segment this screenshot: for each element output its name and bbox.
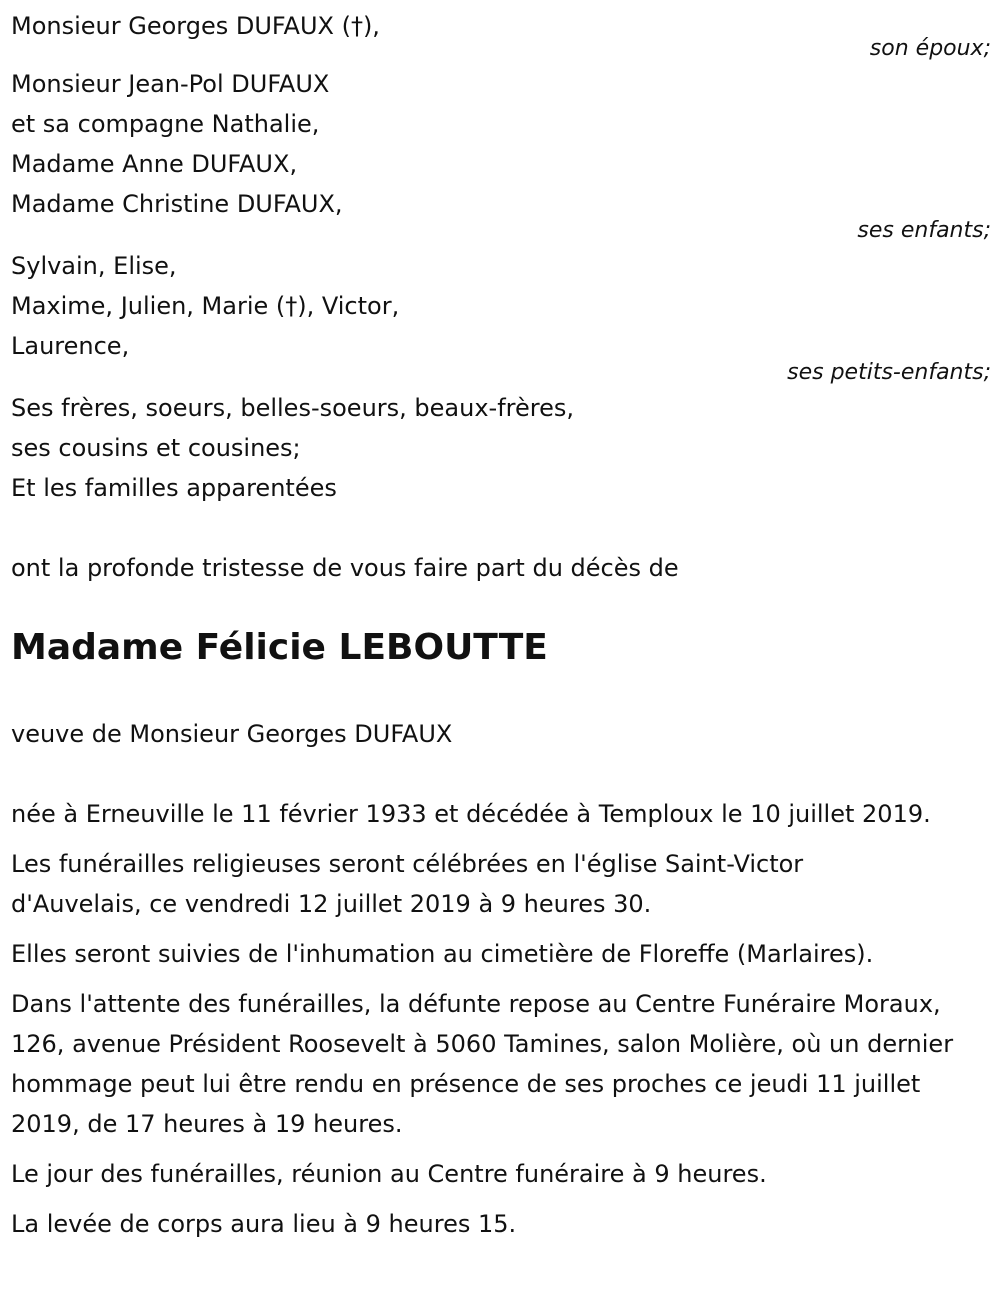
- grandchild-line: Laurence,: [11, 332, 130, 360]
- relatives-line: Ses frères, soeurs, belles-soeurs, beaux-frères,: [11, 394, 574, 422]
- departure-paragraph: La levée de corps aura lieu à 9 heures 15.: [11, 1210, 517, 1238]
- obituary-notice: [11, 0, 991, 1244]
- grandchildren-block: [11, 246, 991, 388]
- birth-death-paragraph: née à Erneuville le 11 février 1933 et décédée à Temploux le 10 juillet 2019.: [11, 800, 931, 828]
- spouse-role: son époux;: [869, 36, 991, 61]
- grandchild-line: Maxime, Julien, Marie (†), Victor,: [11, 292, 400, 320]
- burial-paragraph: Elles seront suivies de l'inhumation au cimetière de Floreffe (Marlaires).: [11, 940, 874, 968]
- child-line: Monsieur Jean-Pol DUFAUX: [11, 70, 330, 98]
- children-role: ses enfants;: [857, 218, 991, 243]
- grandchild-line: Sylvain, Elise,: [11, 252, 177, 280]
- relatives-block: [11, 388, 991, 508]
- relatives-line: Et les familles apparentées: [11, 474, 337, 502]
- viewing-paragraph: Dans l'attente des funérailles, la défunte repose au Centre Funéraire Moraux, 126, avenue Président Roosevelt à 5060 Tamines, salon Molière, où un dernier hommage peut lui être rendu en présence de ses proches ce jeudi 11 juillet 2019, de 17 heures à 19 heures.: [11, 990, 954, 1138]
- children-block: [11, 64, 991, 246]
- child-line: Madame Anne DUFAUX,: [11, 150, 298, 178]
- widow-of-text: veuve de Monsieur Georges DUFAUX: [11, 720, 453, 748]
- grandchildren-role: ses petits-enfants;: [787, 360, 991, 385]
- details-block: [11, 794, 991, 1244]
- meeting-paragraph: Le jour des funérailles, réunion au Centre funéraire à 9 heures.: [11, 1160, 767, 1188]
- relatives-line: ses cousins et cousines;: [11, 434, 301, 462]
- spouse-line: Monsieur Georges DUFAUX (†),: [11, 12, 380, 40]
- funeral-paragraph: Les funérailles religieuses seront célébrées en l'église Saint-Victor d'Auvelais, ce vendredi 12 juillet 2019 à 9 heures 30.: [11, 850, 804, 918]
- deceased-name: Madame Félicie LEBOUTTE: [11, 627, 548, 668]
- child-line: Madame Christine DUFAUX,: [11, 190, 343, 218]
- child-line: et sa compagne Nathalie,: [11, 110, 320, 138]
- spouse-block: [11, 0, 991, 64]
- announcement-text: ont la profonde tristesse de vous faire part du décès de: [11, 554, 679, 582]
